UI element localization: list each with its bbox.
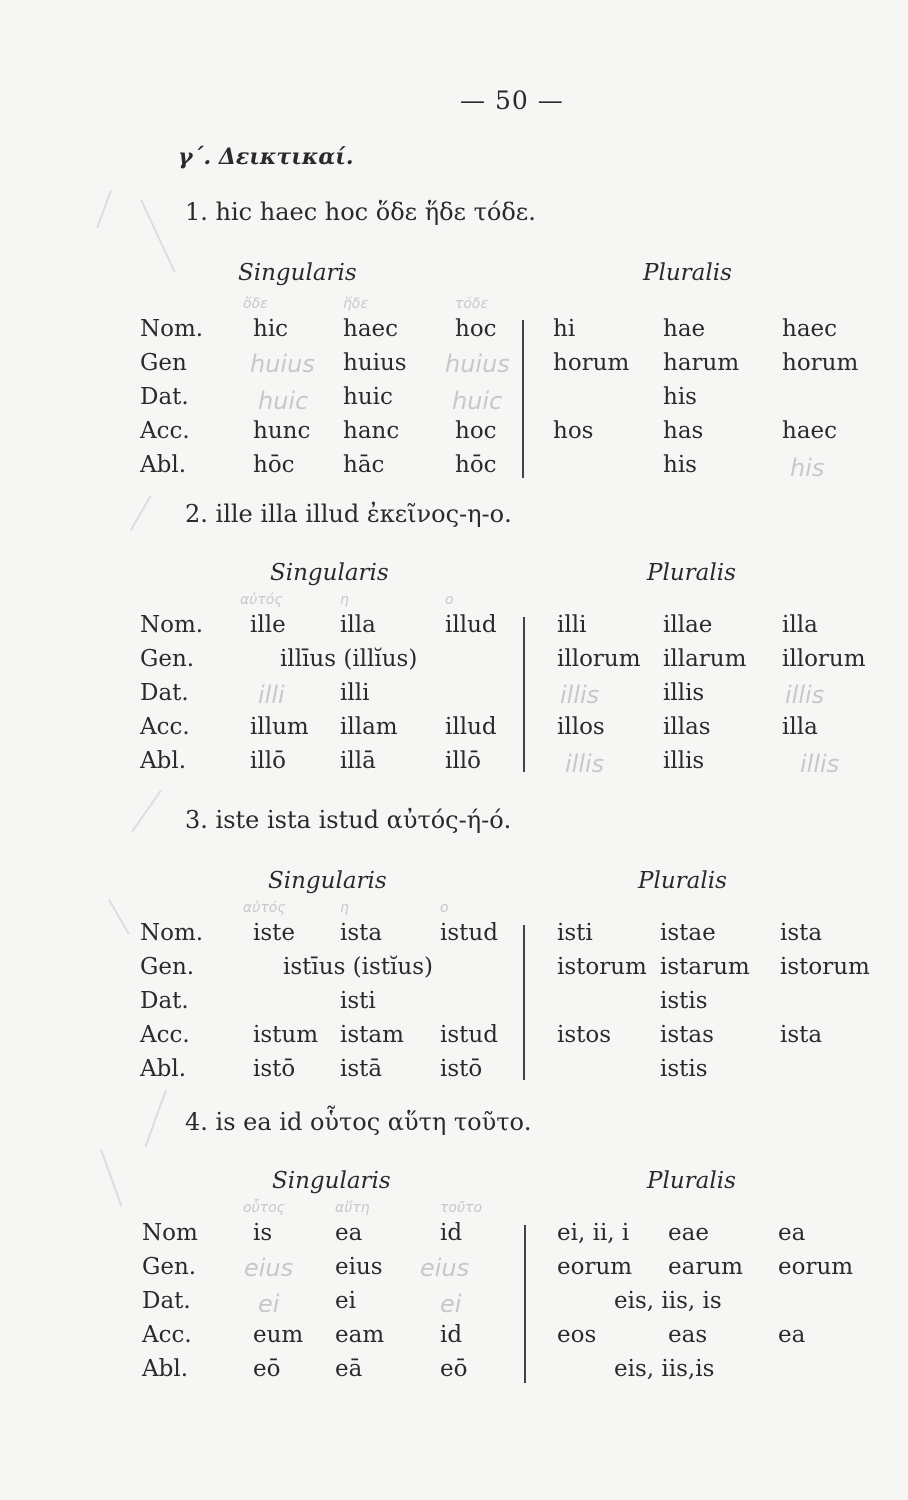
singularis-label: Singularis bbox=[270, 560, 389, 586]
plural-form: his bbox=[663, 452, 697, 478]
handwritten-note: ei bbox=[258, 1290, 280, 1318]
plural-form: istorum bbox=[780, 954, 870, 980]
case-label: Abl. bbox=[140, 748, 186, 774]
plural-form: hos bbox=[553, 418, 594, 444]
handwritten-note: illis bbox=[785, 681, 825, 709]
handwritten-note: αὐτός bbox=[243, 900, 286, 916]
singularis-label: Singularis bbox=[268, 868, 387, 894]
plural-form: istas bbox=[660, 1022, 714, 1048]
handwritten-note: ei bbox=[440, 1290, 462, 1318]
handwritten-note: η bbox=[340, 900, 349, 916]
singular-form: hunc bbox=[253, 418, 311, 444]
plural-form: illorum bbox=[782, 646, 866, 672]
handwritten-note: ο bbox=[440, 900, 449, 916]
handwritten-note: τοῦτο bbox=[440, 1200, 483, 1216]
plural-form: ea bbox=[778, 1322, 806, 1348]
singular-form: eō bbox=[253, 1356, 281, 1382]
column-divider bbox=[523, 617, 525, 772]
singular-form: istā bbox=[340, 1056, 383, 1082]
case-label: Nom. bbox=[140, 316, 204, 342]
case-label: Gen bbox=[140, 350, 187, 376]
handwritten-note: αὐτός bbox=[240, 592, 283, 608]
plural-form: illi bbox=[557, 612, 587, 638]
plural-form: eorum bbox=[778, 1254, 854, 1280]
column-divider bbox=[524, 1225, 526, 1383]
case-label: Abl. bbox=[142, 1356, 188, 1382]
plural-form: illarum bbox=[663, 646, 747, 672]
singular-form: illud bbox=[445, 714, 497, 740]
singular-form: istud bbox=[440, 920, 498, 946]
singular-form: istō bbox=[253, 1056, 296, 1082]
case-label: Abl. bbox=[140, 452, 186, 478]
singular-form: id bbox=[440, 1322, 463, 1348]
margin-mark bbox=[140, 199, 176, 272]
singular-form: is bbox=[253, 1220, 273, 1246]
case-label: Gen. bbox=[140, 646, 195, 672]
handwritten-note: illis bbox=[560, 681, 600, 709]
pluralis-label: Pluralis bbox=[647, 1168, 736, 1194]
singular-form: istīus (istĭus) bbox=[283, 954, 434, 980]
singular-form: eius bbox=[335, 1254, 383, 1280]
plural-form: his bbox=[663, 384, 697, 410]
singular-form: hoc bbox=[455, 316, 497, 342]
plural-form: illis bbox=[663, 680, 705, 706]
paradigm-heading: 4. is ea id οὗτος αὕτη τοῦτο. bbox=[185, 1108, 532, 1136]
singular-form: illud bbox=[445, 612, 497, 638]
singular-form: eō bbox=[440, 1356, 468, 1382]
handwritten-note: ἥδε bbox=[343, 296, 369, 312]
paradigm-heading: 1. hic haec hoc ὅδε ἥδε τόδε. bbox=[185, 198, 536, 226]
plural-form: illos bbox=[557, 714, 605, 740]
case-label: Dat. bbox=[140, 988, 189, 1014]
handwritten-note: eius bbox=[244, 1254, 294, 1282]
plural-form: ea bbox=[778, 1220, 806, 1246]
singular-form: hic bbox=[253, 316, 289, 342]
singular-form: hoc bbox=[455, 418, 497, 444]
singular-form: istud bbox=[440, 1022, 498, 1048]
singular-form: ille bbox=[250, 612, 286, 638]
handwritten-note: huius bbox=[445, 350, 510, 378]
plural-form: has bbox=[663, 418, 704, 444]
singular-form: illi bbox=[340, 680, 370, 706]
plural-form: eos bbox=[557, 1322, 597, 1348]
singular-form: huic bbox=[343, 384, 393, 410]
plural-form: horum bbox=[553, 350, 630, 376]
singular-form: eum bbox=[253, 1322, 304, 1348]
singular-form: illa bbox=[340, 612, 376, 638]
page-number: — 50 — bbox=[460, 86, 564, 115]
plural-form: eas bbox=[668, 1322, 708, 1348]
plural-form: istae bbox=[660, 920, 716, 946]
plural-form: haec bbox=[782, 418, 838, 444]
singular-form: haec bbox=[343, 316, 399, 342]
plural-form: illorum bbox=[557, 646, 641, 672]
case-label: Gen. bbox=[142, 1254, 197, 1280]
plural-form: istis bbox=[660, 1056, 708, 1082]
plural-form: earum bbox=[668, 1254, 743, 1280]
plural-form: ista bbox=[780, 920, 823, 946]
plural-form: eorum bbox=[557, 1254, 633, 1280]
plural-form: eis, iis,is bbox=[614, 1356, 715, 1382]
case-label: Acc. bbox=[142, 1322, 192, 1348]
plural-form: illas bbox=[663, 714, 711, 740]
plural-form: illae bbox=[663, 612, 713, 638]
handwritten-note: τόδε bbox=[455, 296, 489, 312]
plural-form: istos bbox=[557, 1022, 612, 1048]
singular-form: hanc bbox=[343, 418, 400, 444]
handwritten-note: illis bbox=[565, 750, 605, 778]
paradigm-heading: 2. ille illa illud ἐκεῖνος-η-ο. bbox=[185, 500, 512, 528]
singular-form: eā bbox=[335, 1356, 363, 1382]
case-label: Dat. bbox=[142, 1288, 191, 1314]
column-divider bbox=[523, 925, 525, 1080]
plural-form: eae bbox=[668, 1220, 709, 1246]
paradigm-heading: 3. iste ista istud αὐτός-ή-ό. bbox=[185, 806, 512, 834]
singular-form: hōc bbox=[253, 452, 295, 478]
singular-form: huius bbox=[343, 350, 407, 376]
handwritten-note: huius bbox=[250, 350, 315, 378]
case-label: Nom bbox=[142, 1220, 198, 1246]
handwritten-note: huic bbox=[452, 387, 503, 415]
case-label: Dat. bbox=[140, 680, 189, 706]
handwritten-note: eius bbox=[420, 1254, 470, 1282]
plural-form: harum bbox=[663, 350, 740, 376]
singular-form: illīus (illĭus) bbox=[280, 646, 418, 672]
singular-form: illum bbox=[250, 714, 309, 740]
plural-form: isti bbox=[557, 920, 593, 946]
plural-form: istis bbox=[660, 988, 708, 1014]
handwritten-note: αὕτη bbox=[335, 1200, 370, 1216]
handwritten-note: his bbox=[790, 454, 825, 482]
singular-form: hāc bbox=[343, 452, 385, 478]
case-label: Acc. bbox=[140, 714, 190, 740]
plural-form: illa bbox=[782, 714, 818, 740]
singular-form: eam bbox=[335, 1322, 385, 1348]
case-label: Dat. bbox=[140, 384, 189, 410]
handwritten-note: οὗτος bbox=[243, 1200, 285, 1216]
plural-form: ista bbox=[780, 1022, 823, 1048]
margin-mark bbox=[144, 1090, 166, 1147]
plural-form: eis, iis, is bbox=[614, 1288, 722, 1314]
pluralis-label: Pluralis bbox=[643, 260, 732, 286]
case-label: Acc. bbox=[140, 418, 190, 444]
singular-form: illam bbox=[340, 714, 398, 740]
singular-form: hōc bbox=[455, 452, 497, 478]
plural-form: horum bbox=[782, 350, 859, 376]
singular-form: iste bbox=[253, 920, 296, 946]
margin-mark bbox=[96, 190, 112, 228]
singular-form: id bbox=[440, 1220, 463, 1246]
case-label: Abl. bbox=[140, 1056, 186, 1082]
singular-form: ea bbox=[335, 1220, 363, 1246]
singular-form: illō bbox=[445, 748, 481, 774]
case-label: Nom. bbox=[140, 612, 204, 638]
margin-mark bbox=[100, 1149, 122, 1206]
plural-form: haec bbox=[782, 316, 838, 342]
plural-form: illa bbox=[782, 612, 818, 638]
singular-form: illā bbox=[340, 748, 376, 774]
singular-form: isti bbox=[340, 988, 376, 1014]
plural-form: illis bbox=[663, 748, 705, 774]
margin-mark bbox=[130, 495, 152, 531]
singular-form: ei bbox=[335, 1288, 356, 1314]
handwritten-note: huic bbox=[258, 387, 309, 415]
plural-form: istarum bbox=[660, 954, 750, 980]
plural-form: hae bbox=[663, 316, 706, 342]
plural-form: ei, ii, i bbox=[557, 1220, 630, 1246]
singular-form: istam bbox=[340, 1022, 404, 1048]
handwritten-note: ο bbox=[445, 592, 454, 608]
margin-mark bbox=[131, 790, 161, 832]
handwritten-note: η bbox=[340, 592, 349, 608]
singular-form: istum bbox=[253, 1022, 319, 1048]
singularis-label: Singularis bbox=[238, 260, 357, 286]
pluralis-label: Pluralis bbox=[638, 868, 727, 894]
column-divider bbox=[522, 320, 524, 478]
plural-form: hi bbox=[553, 316, 576, 342]
margin-mark bbox=[108, 899, 130, 935]
singular-form: ista bbox=[340, 920, 383, 946]
case-label: Gen. bbox=[140, 954, 195, 980]
handwritten-note: illis bbox=[800, 750, 840, 778]
case-label: Nom. bbox=[140, 920, 204, 946]
case-label: Acc. bbox=[140, 1022, 190, 1048]
plural-form: istorum bbox=[557, 954, 647, 980]
section-title: γ΄. Δεικτικαί. bbox=[178, 144, 354, 170]
handwritten-note: illi bbox=[258, 681, 285, 709]
singular-form: istō bbox=[440, 1056, 483, 1082]
pluralis-label: Pluralis bbox=[647, 560, 736, 586]
singular-form: illō bbox=[250, 748, 286, 774]
singularis-label: Singularis bbox=[272, 1168, 391, 1194]
handwritten-note: ὅδε bbox=[243, 296, 268, 312]
